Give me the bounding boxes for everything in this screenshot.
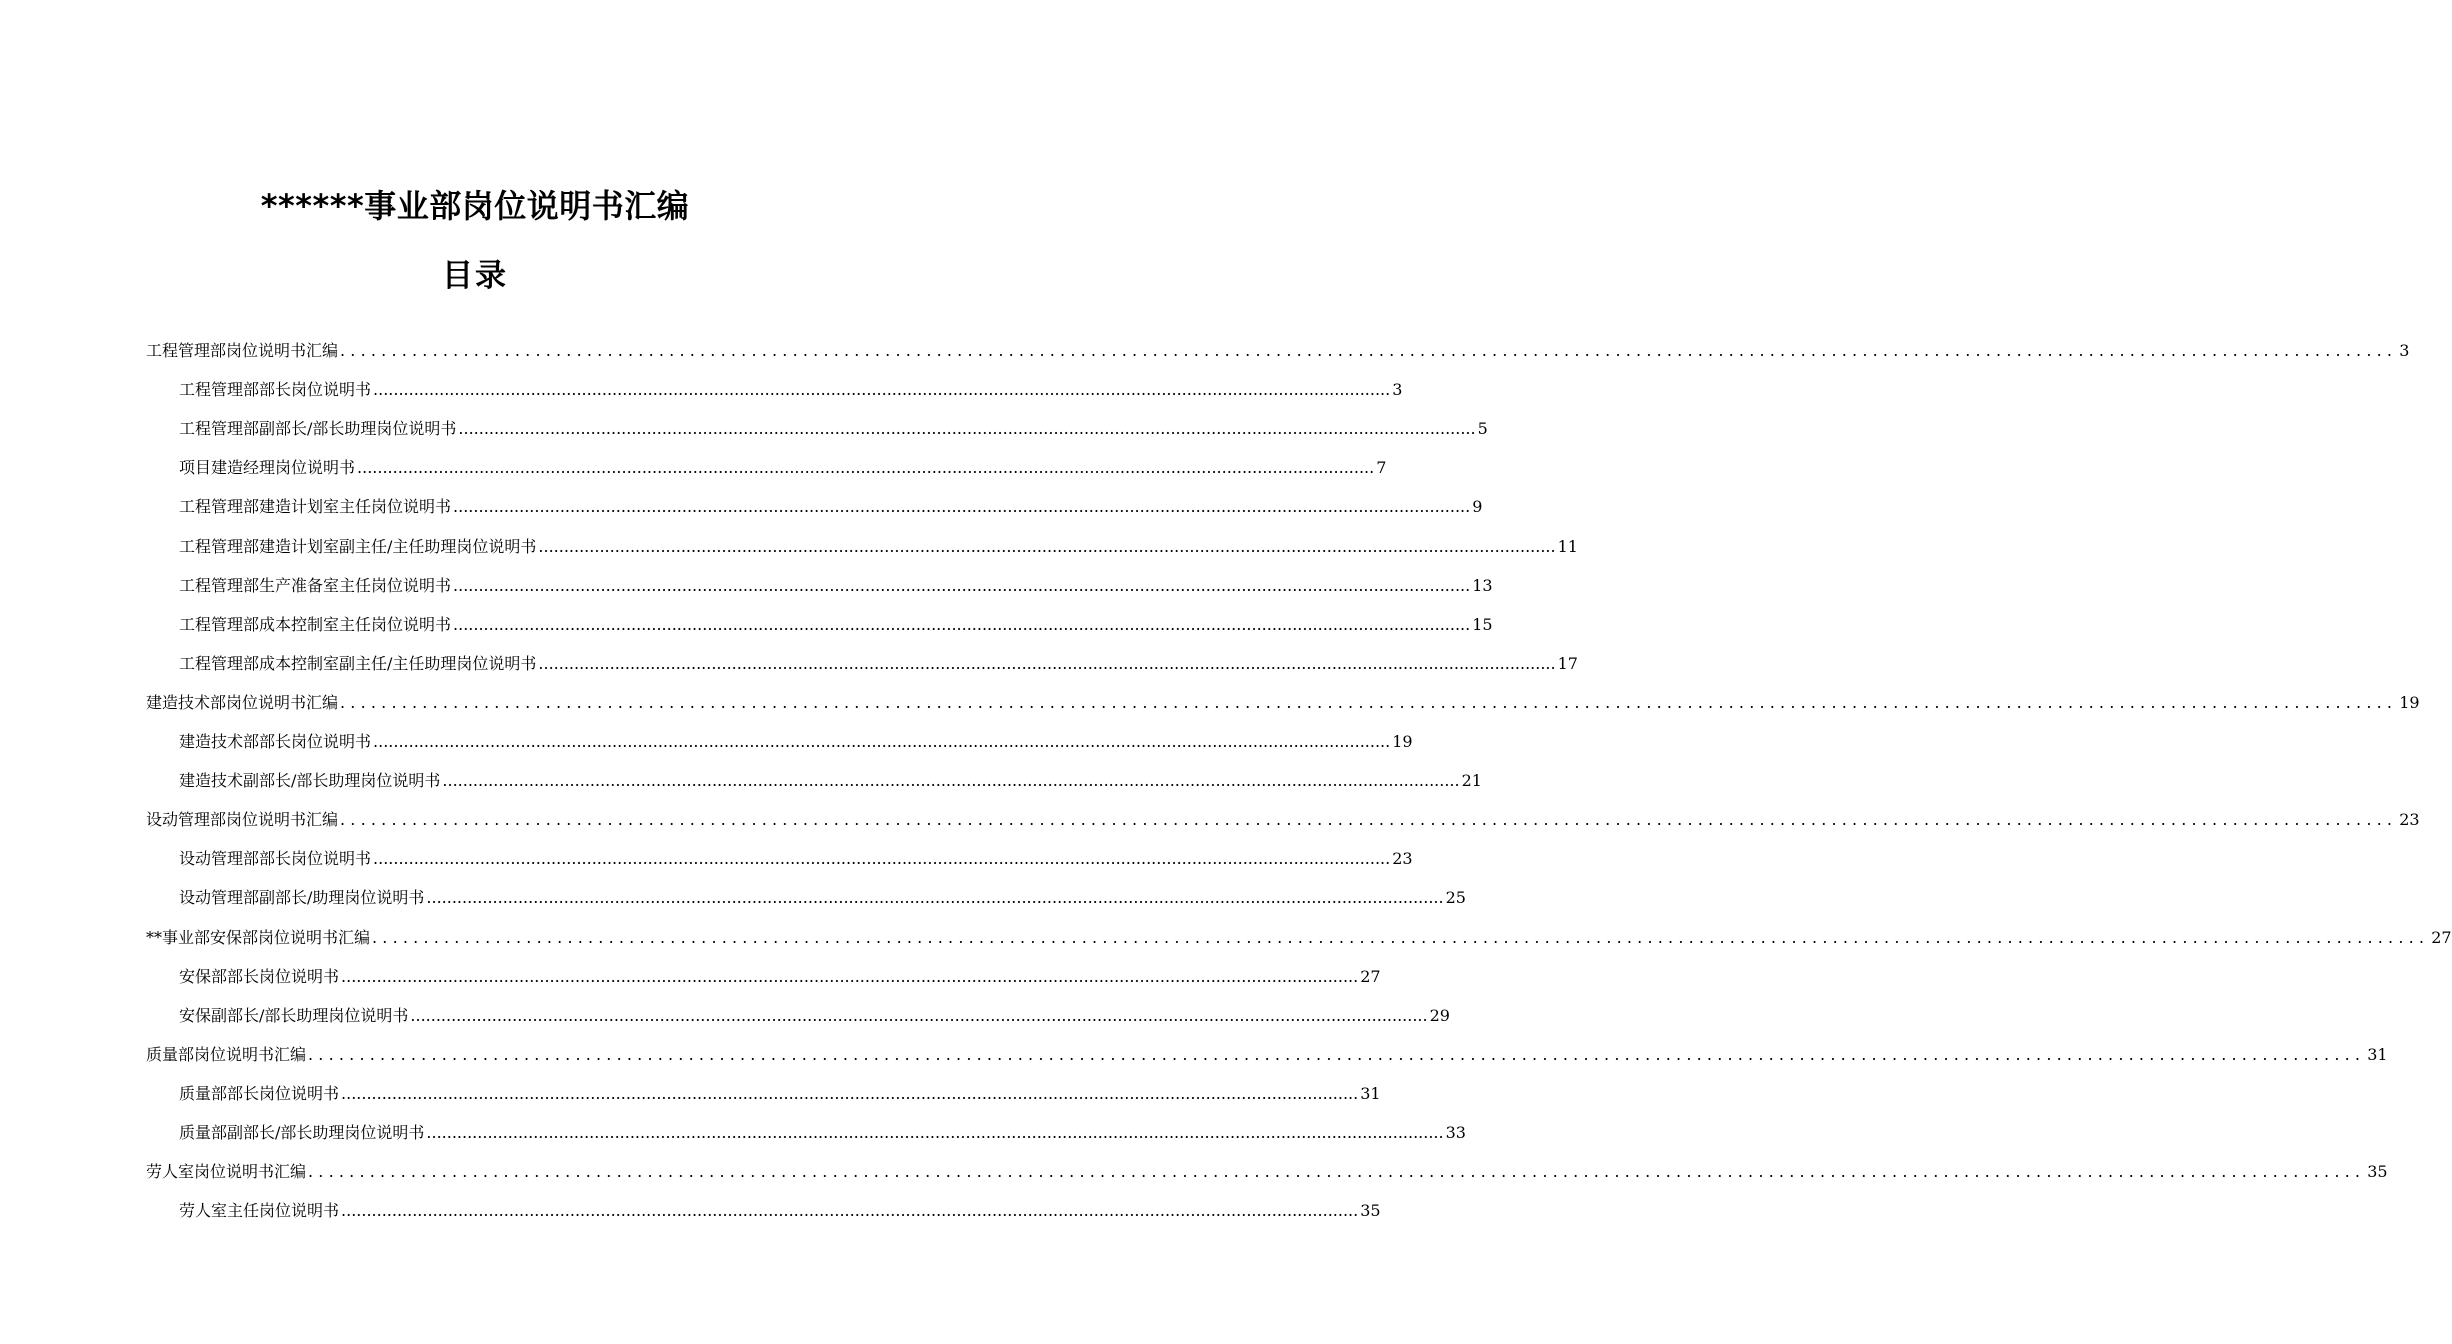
toc-entry-title: 劳人室岗位说明书汇编 [146,1162,307,1182]
toc-page-number: 35 [1360,1201,1381,1221]
toc-entry-title: 工程管理部建造计划室主任岗位说明书 [179,497,452,517]
toc-dot-leader: ........................................................................................................................................................................................................ [426,1123,1444,1142]
toc-dot-leader: ........................................................................................................................................................................................................ [308,1044,2366,1064]
toc-page-number: 5 [1477,419,1488,439]
toc-page-number: 11 [1557,536,1578,556]
toc-dot-leader: ........................................................................................................................................................................................................ [410,1005,1428,1025]
toc-page-number: 35 [2367,1162,2388,1182]
toc-entry-title: 项目建造经理岗位说明书 [179,458,356,478]
toc-entry-title: 建造技术部岗位说明书汇编 [146,692,339,712]
toc-dot-leader: ........................................................................................................................................................................................................ [373,732,1391,751]
toc-dot-leader: ........................................................................................................................................................................................................ [453,497,1471,517]
toc-entry-title: 工程管理部部长岗位说明书 [179,380,372,400]
toc-page-number: 17 [1557,653,1578,673]
toc-entry-title: 工程管理部成本控制室主任岗位说明书 [179,614,452,634]
toc-section-entry[interactable] [146,927,2452,949]
toc-dot-leader: ........................................................................................................................................................................................................ [340,341,2398,360]
toc-entry-title: 设动管理部部长岗位说明书 [179,849,372,869]
toc-page-number: 7 [1376,458,1387,478]
toc-subsection-entry[interactable] [179,575,1493,597]
toc-page-number: 15 [1472,614,1493,634]
toc-dot-leader: ........................................................................................................................................................................................................ [538,536,1556,556]
toc-dot-leader: ........................................................................................................................................................................................................ [442,771,1460,791]
toc-dot-leader: ........................................................................................................................................................................................................ [341,1201,1359,1221]
toc-entry-title: 质量部岗位说明书汇编 [146,1044,307,1064]
toc-entry-title: 工程管理部建造计划室副主任/主任助理岗位说明书 [179,536,537,556]
toc-entry-title: 设动管理部副部长/助理岗位说明书 [179,888,425,908]
toc-subsection-entry[interactable] [179,418,1488,440]
toc-subsection-entry[interactable] [179,1122,1466,1144]
toc-page-number: 19 [2399,692,2420,712]
toc-dot-leader: ........................................................................................................................................................................................................ [373,380,1391,400]
toc-subsection-entry[interactable] [179,887,1466,909]
toc-page-number: 29 [1429,1005,1450,1025]
toc-subsection-entry[interactable] [179,731,1413,753]
toc-subsection-entry[interactable] [179,614,1493,636]
toc-dot-leader: ........................................................................................................................................................................................................ [340,810,2398,830]
toc-entry-title: 设动管理部岗位说明书汇编 [146,810,339,830]
document-title: ******事业部岗位说明书汇编 [260,187,690,225]
toc-dot-leader: ........................................................................................................................................................................................................ [372,927,2430,947]
toc-entry-title: 安保部部长岗位说明书 [179,966,340,986]
toc-page-number: 13 [1472,575,1493,595]
toc-entry-title: 质量部部长岗位说明书 [179,1083,340,1103]
toc-page-number: 33 [1445,1123,1466,1142]
toc-entry-title: 工程管理部生产准备室主任岗位说明书 [179,575,452,595]
toc-entry-title: 质量部副部长/部长助理岗位说明书 [179,1123,425,1142]
toc-dot-leader: ........................................................................................................................................................................................................ [453,614,1471,634]
toc-dot-leader: ........................................................................................................................................................................................................ [426,888,1444,908]
toc-section-entry[interactable] [146,809,2420,831]
toc-subsection-entry[interactable] [179,457,1387,479]
toc-dot-leader: ........................................................................................................................................................................................................ [357,458,1375,478]
toc-page-number: 27 [2431,927,2452,947]
toc-subsection-entry[interactable] [179,653,1578,675]
toc-page-number: 3 [1392,380,1403,400]
toc-page-number: 9 [1472,497,1483,517]
toc-section-entry[interactable] [146,1161,2388,1183]
toc-dot-leader: ........................................................................................................................................................................................................ [373,849,1391,869]
toc-subsection-entry[interactable] [179,496,1483,518]
toc-subsection-entry[interactable] [179,536,1578,558]
toc-section-entry[interactable] [146,1044,2388,1066]
toc-page-number: 21 [1461,771,1482,791]
toc-dot-leader: ........................................................................................................................................................................................................ [538,653,1556,673]
toc-page-number: 19 [1392,732,1413,751]
toc-entry-title: 工程管理部岗位说明书汇编 [146,341,339,360]
toc-section-entry[interactable] [146,340,2410,362]
toc-dot-leader: ........................................................................................................................................................................................................ [341,966,1359,986]
toc-heading: 目录 [442,258,508,294]
toc-subsection-entry[interactable] [179,966,1381,988]
toc-subsection-entry[interactable] [179,1200,1381,1222]
toc-page-number: 31 [2367,1044,2388,1064]
toc-dot-leader: ........................................................................................................................................................................................................ [341,1083,1359,1103]
toc-dot-leader: ........................................................................................................................................................................................................ [340,692,2398,712]
toc-entry-title: 建造技术部部长岗位说明书 [179,732,372,751]
toc-entry-title: 工程管理部副部长/部长助理岗位说明书 [179,419,457,439]
toc-entry-title: 安保副部长/部长助理岗位说明书 [179,1005,409,1025]
toc-subsection-entry[interactable] [179,1005,1450,1027]
toc-subsection-entry[interactable] [179,1083,1381,1105]
toc-entry-title: 工程管理部成本控制室副主任/主任助理岗位说明书 [179,653,537,673]
toc-subsection-entry[interactable] [179,848,1413,870]
toc-dot-leader: ........................................................................................................................................................................................................ [453,575,1471,595]
toc-section-entry[interactable] [146,692,2420,714]
toc-page-number: 23 [2399,810,2420,830]
toc-page-number: 27 [1360,966,1381,986]
toc-page-number: 23 [1392,849,1413,869]
toc-subsection-entry[interactable] [179,770,1482,792]
toc-entry-title: 建造技术副部长/部长助理岗位说明书 [179,771,441,791]
toc-subsection-entry[interactable] [179,379,1403,401]
toc-dot-leader: ........................................................................................................................................................................................................ [458,419,1476,439]
toc-page-number: 3 [2399,341,2410,360]
toc-entry-title: 劳人室主任岗位说明书 [179,1201,340,1221]
toc-entry-title: **事业部安保部岗位说明书汇编 [146,927,371,947]
toc-page-number: 25 [1445,888,1466,908]
toc-page-number: 31 [1360,1083,1381,1103]
toc-dot-leader: ........................................................................................................................................................................................................ [308,1162,2366,1182]
